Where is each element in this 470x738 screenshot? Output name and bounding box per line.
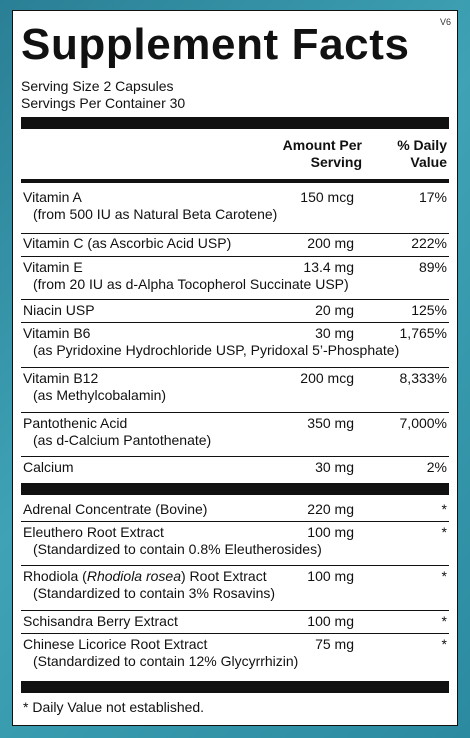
nutrient-source: (as d-Calcium Pantothenate)	[33, 432, 212, 448]
nutrient-amount: 200 mg	[307, 235, 354, 251]
ingredient-dv: *	[441, 501, 447, 517]
nutrient-amount: 13.4 mg	[303, 259, 354, 275]
medium-divider	[21, 179, 449, 183]
nutrient-name: Calcium	[23, 459, 74, 475]
thick-divider	[21, 117, 449, 129]
daily-value-header: % Daily Value	[397, 137, 447, 170]
thick-divider	[21, 483, 449, 495]
ingredient-name: Rhodiola (Rhodiola rosea) Root Extract	[23, 568, 267, 584]
nutrient-amount: 350 mg	[307, 415, 354, 431]
nutrient-name: Vitamin B12	[23, 370, 99, 386]
ingredient-standardization: (Standardized to contain 12% Glycyrrhizin)	[33, 653, 299, 669]
row-divider	[21, 412, 449, 413]
ingredient-amount: 100 mg	[307, 613, 354, 629]
row-divider	[21, 456, 449, 457]
row-divider	[21, 256, 449, 257]
nutrient-dv: 125%	[411, 302, 447, 318]
ingredient-name: Chinese Licorice Root Extract	[23, 636, 208, 652]
ingredient-name: Schisandra Berry Extract	[23, 613, 178, 629]
nutrient-source: (from 500 IU as Natural Beta Carotene)	[33, 206, 278, 222]
panel-title: Supplement Facts	[21, 20, 410, 69]
nutrient-dv: 2%	[426, 459, 447, 475]
nutrient-dv: 222%	[411, 235, 447, 251]
servings-per-container: Servings Per Container 30	[21, 95, 186, 111]
ingredient-amount: 220 mg	[307, 501, 354, 517]
row-divider	[21, 322, 449, 323]
nutrient-amount: 30 mg	[315, 325, 354, 341]
ingredient-name: Adrenal Concentrate (Bovine)	[23, 501, 208, 517]
ingredient-standardization: (Standardized to contain 0.8% Eleutherosides)	[33, 541, 322, 557]
amount-per-serving-header: Amount Per Serving	[282, 137, 362, 170]
serving-size: Serving Size 2 Capsules	[21, 78, 174, 94]
nutrient-source: (as Pyridoxine Hydrochloride USP, Pyridoxal 5’-Phosphate)	[33, 342, 400, 358]
row-divider	[21, 610, 449, 611]
nutrient-dv: 89%	[418, 259, 447, 275]
ingredient-amount: 100 mg	[307, 524, 354, 540]
ingredient-dv: *	[441, 524, 447, 540]
nutrient-name: Pantothenic Acid	[23, 415, 128, 431]
ingredient-amount: 100 mg	[307, 568, 354, 584]
ingredient-dv: *	[441, 613, 447, 629]
nutrient-amount: 150 mcg	[300, 189, 354, 205]
nutrient-source: (from 20 IU as d-Alpha Tocopherol Succinate USP)	[33, 276, 349, 292]
ingredient-name: Eleuthero Root Extract	[23, 524, 164, 540]
nutrient-amount: 30 mg	[315, 459, 354, 475]
supplement-facts-panel	[12, 10, 458, 726]
nutrient-source: (as Methylcobalamin)	[33, 387, 167, 403]
nutrient-amount: 200 mcg	[300, 370, 354, 386]
nutrient-name: Vitamin B6	[23, 325, 91, 341]
row-divider	[21, 233, 449, 234]
ingredient-dv: *	[441, 636, 447, 652]
version-code: V6	[439, 17, 451, 27]
nutrient-dv: 8,333%	[399, 370, 447, 386]
nutrient-dv: 7,000%	[399, 415, 447, 431]
nutrient-name: Vitamin E	[23, 259, 83, 275]
ingredient-standardization: (Standardized to contain 3% Rosavins)	[33, 585, 276, 601]
nutrient-name: Vitamin A	[23, 189, 82, 205]
thick-divider	[21, 681, 449, 693]
nutrient-name: Niacin USP	[23, 302, 95, 318]
nutrient-name: Vitamin C (as Ascorbic Acid USP)	[23, 235, 232, 251]
row-divider	[21, 521, 449, 522]
row-divider	[21, 367, 449, 368]
row-divider	[21, 299, 449, 300]
nutrient-amount: 20 mg	[315, 302, 354, 318]
row-divider	[21, 633, 449, 634]
ingredient-amount: 75 mg	[315, 636, 354, 652]
daily-value-footnote: * Daily Value not established.	[23, 699, 205, 715]
ingredient-dv: *	[441, 568, 447, 584]
nutrient-dv: 17%	[418, 189, 447, 205]
row-divider	[21, 565, 449, 566]
nutrient-dv: 1,765%	[399, 325, 447, 341]
